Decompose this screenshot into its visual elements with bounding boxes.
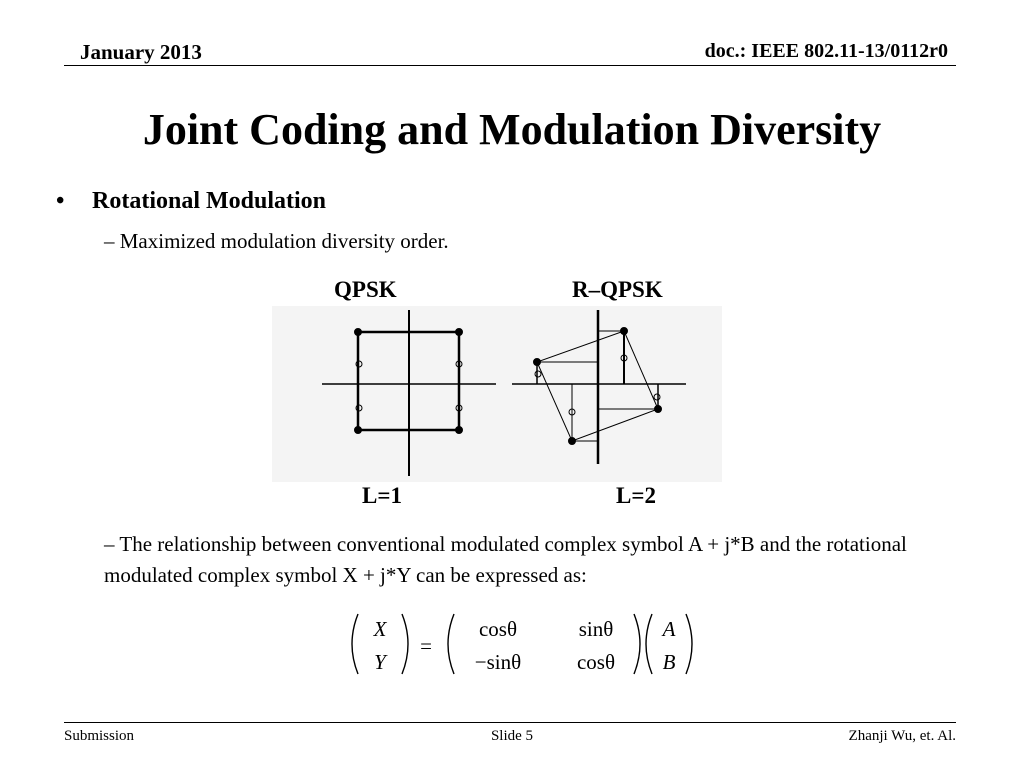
rhs-left-paren [646, 614, 652, 674]
l1-caption: L=1 [362, 483, 402, 508]
matrix-left-paren [448, 614, 454, 674]
qpsk-point [355, 329, 362, 336]
figure-background [272, 306, 722, 482]
rotation-matrix-equation [340, 606, 700, 686]
lhs-y: Y [374, 650, 386, 674]
matrix-cos-11: cosθ [478, 617, 518, 641]
qpsk-point [355, 427, 362, 434]
rhs-b: B [662, 650, 676, 674]
l2-caption: L=2 [616, 483, 656, 508]
rhs-a: A [662, 617, 676, 641]
lhs-right-paren [402, 614, 408, 674]
bullet-marker: • [56, 188, 65, 214]
lhs-left-paren [352, 614, 358, 674]
equals-sign: = [420, 634, 432, 658]
footer-submission: Submission [64, 728, 135, 744]
header-divider [64, 65, 956, 66]
rqpsk-point [621, 328, 628, 335]
sub-point-diversity: – Maximized modulation diversity order. [104, 229, 449, 253]
footer-divider [64, 722, 956, 723]
matrix-right-paren [634, 614, 640, 674]
footer-author: Zhanji Wu, et. Al. [848, 728, 956, 744]
rqpsk-point [534, 359, 541, 366]
qpsk-point [456, 427, 463, 434]
matrix-cos-22: cosθ [576, 650, 616, 674]
constellation-figure [272, 306, 722, 482]
bullet-rotational-modulation: Rotational Modulation [92, 188, 327, 214]
matrix-negsin-21: −sinθ [474, 650, 522, 674]
slide-title: Joint Coding and Modulation Diversity [142, 105, 882, 154]
qpsk-point [456, 329, 463, 336]
qpsk-label: QPSK [334, 277, 397, 302]
rqpsk-label: R–QPSK [572, 277, 663, 302]
header-date: January 2013 [80, 40, 202, 64]
header-doc-id: doc.: IEEE 802.11-13/0112r0 [704, 40, 948, 62]
rqpsk-point [569, 438, 576, 445]
rqpsk-point [655, 406, 662, 413]
footer-slide-number: Slide 5 [490, 728, 534, 744]
rhs-right-paren [686, 614, 692, 674]
matrix-sin-12: sinθ [578, 617, 614, 641]
lhs-x: X [373, 617, 387, 641]
sub-point-relationship: – The relationship between conventional modulated complex symbol A + j*B and the rotational modulated complex symbol X + j*Y can be expressed as: [104, 532, 907, 587]
